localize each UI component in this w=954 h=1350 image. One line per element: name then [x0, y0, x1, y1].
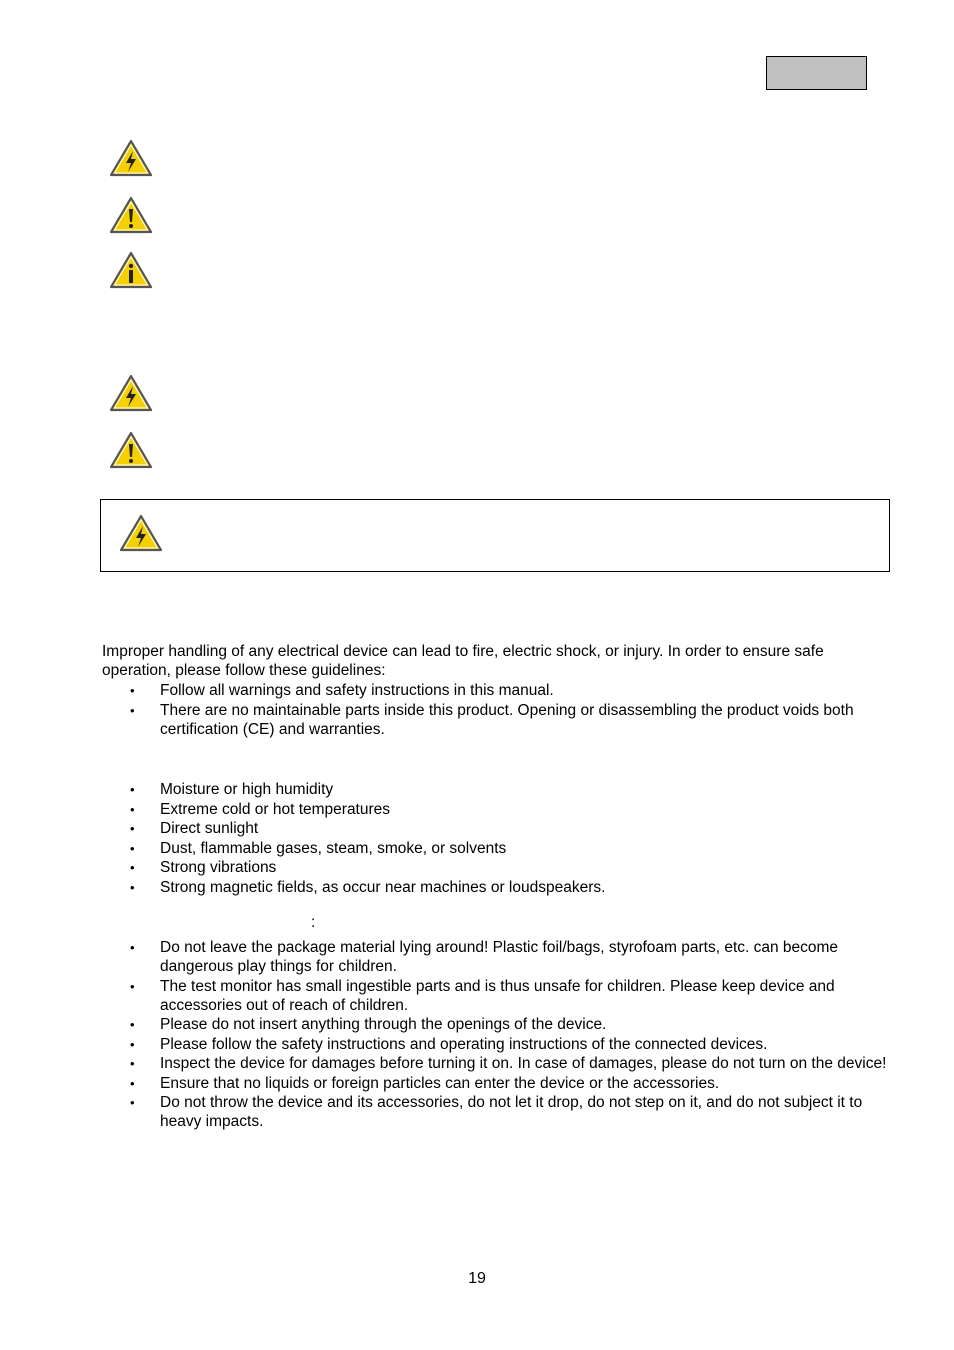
list-item: • Dust, flammable gases, steam, smoke, or solvents — [102, 839, 892, 858]
list-item: • Please do not insert anything through the openings of the device. — [102, 1015, 892, 1034]
lightning-warning-icon — [109, 374, 153, 412]
list-item: • There are no maintainable parts inside this product. Opening or disassembling the product voids both certification (CE) and warranties. — [102, 701, 892, 739]
list-item: • Direct sunlight — [102, 819, 892, 838]
page-number: 19 — [468, 1270, 486, 1287]
list-item: • Strong magnetic fields, as occur near machines or loudspeakers. — [102, 878, 892, 897]
general-guidelines-list — [102, 681, 892, 739]
list-item: • Inspect the device for damages before turning it on. In case of damages, please do not turn on the device! — [102, 1054, 892, 1073]
exclamation-warning-icon — [109, 196, 153, 234]
list-item: • Do not leave the package material lying around! Plastic foil/bags, styrofoam parts, etc. can become dangerous play things for children. — [102, 938, 892, 976]
intro-paragraph: Improper handling of any electrical device can lead to fire, electric shock, or injury. In order to ensure safe operation, please follow these guidelines: — [102, 643, 824, 679]
info-warning-icon — [109, 251, 153, 289]
safety-list — [102, 938, 892, 1132]
language-tab-box — [766, 56, 867, 90]
environment-list — [102, 780, 892, 897]
list-item: • Follow all warnings and safety instructions in this manual. — [102, 681, 892, 700]
lightning-warning-icon — [119, 514, 163, 552]
list-item: • Extreme cold or hot temperatures — [102, 800, 892, 819]
warning-notice-box — [100, 499, 890, 572]
list-item: • Ensure that no liquids or foreign particles can enter the device or the accessories. — [102, 1074, 892, 1093]
list-item: • Moisture or high humidity — [102, 780, 892, 799]
lightning-warning-icon — [109, 139, 153, 177]
list-item: • The test monitor has small ingestible parts and is thus unsafe for children. Please keep device and accessories out of reach of children. — [102, 977, 892, 1015]
list-item: • Please follow the safety instructions and operating instructions of the connected devices. — [102, 1035, 892, 1054]
list-item: • Do not throw the device and its accessories, do not let it drop, do not step on it, and do not subject it to heavy impacts. — [102, 1093, 892, 1131]
exclamation-warning-icon — [109, 431, 153, 469]
colon-mark: : — [311, 914, 316, 931]
list-item: • Strong vibrations — [102, 858, 892, 877]
